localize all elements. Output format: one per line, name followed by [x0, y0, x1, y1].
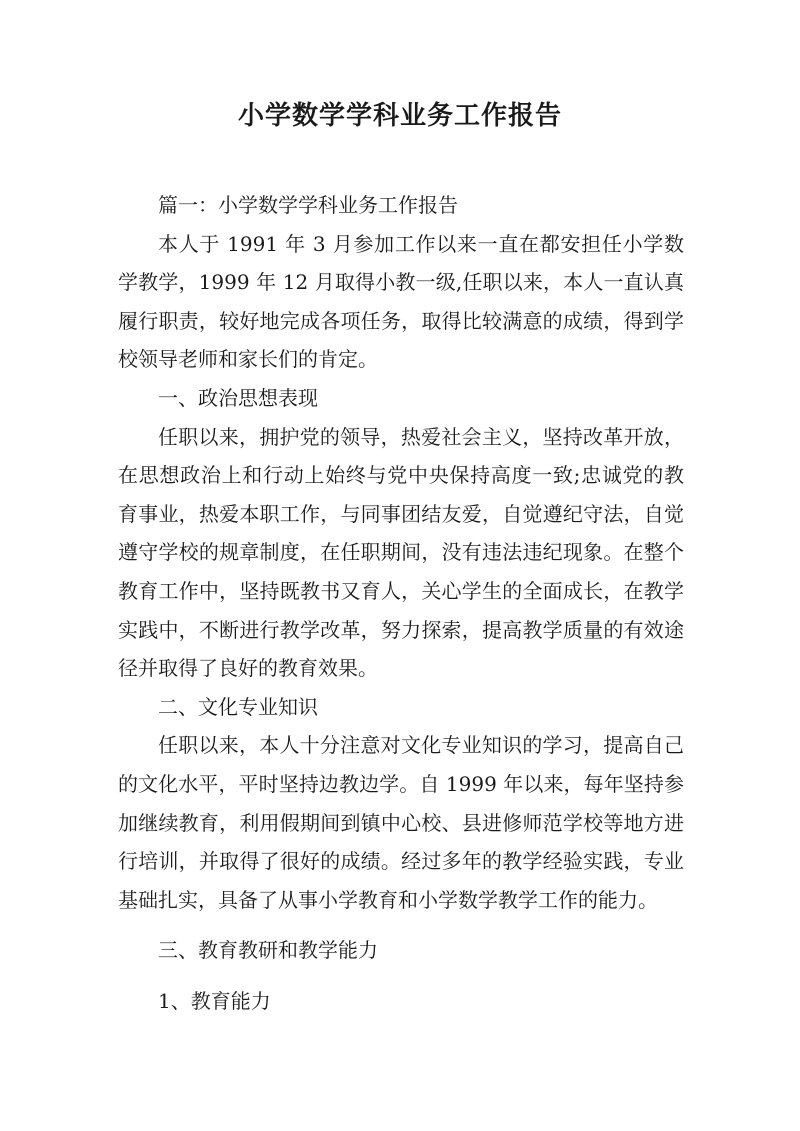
section-heading-teaching: 三、教育教研和教学能力 [158, 938, 378, 963]
section-heading-knowledge: 二、文化专业知识 [158, 694, 318, 719]
paragraph-politics: 任职以来，拥护党的领导，热爱社会主义，坚持改革开放，在思想政治上和行动上始终与党中央保持高度一致;忠诚党的教育事业，热爱本职工作，与同事团结友爱，自觉遵纪守法，自觉遵守学校的规章制度，在任职期间，没有违法违纪现象。在整个教育工作中，坚持既教书又育人，关心学生的全面成长，在教学实践中，不断进行教学改革，努力探索，提高教学质量的有效途径并取得了良好的教育效果。 [118, 424, 684, 681]
section-heading-part-one: 篇一：小学数学学科业务工作报告 [158, 193, 458, 217]
section-heading-politics: 一、政治思想表现 [158, 385, 318, 410]
document-title: 小学数学学科业务工作报告 [237, 101, 562, 131]
document-body [118, 186, 684, 1020]
paragraph-knowledge: 任职以来，本人十分注意对文化专业知识的学习，提高自己的文化水平，平时坚持边教边学。自 1999 年以来，每年坚持参加继续教育，利用假期间到镇中心校、县进修师范学校等地方进行培训，并取得了很好的成绩。经过多年的教学经验实践，专业基础扎实，具备了从事小学教育和小学数学教学工作的能力。 [118, 733, 684, 912]
subsection-heading-education: 1、教育能力 [158, 988, 271, 1013]
paragraph-intro: 本人于 1991 年 3 月参加工作以来一直在都安担任小学数学教学，1999 年 12 月取得小教一级,任职以来，本人一直认真履行职责，较好地完成各项任务，取得比较满意的成绩，得到学校领导老师和家长们的肯定。 [118, 231, 684, 372]
